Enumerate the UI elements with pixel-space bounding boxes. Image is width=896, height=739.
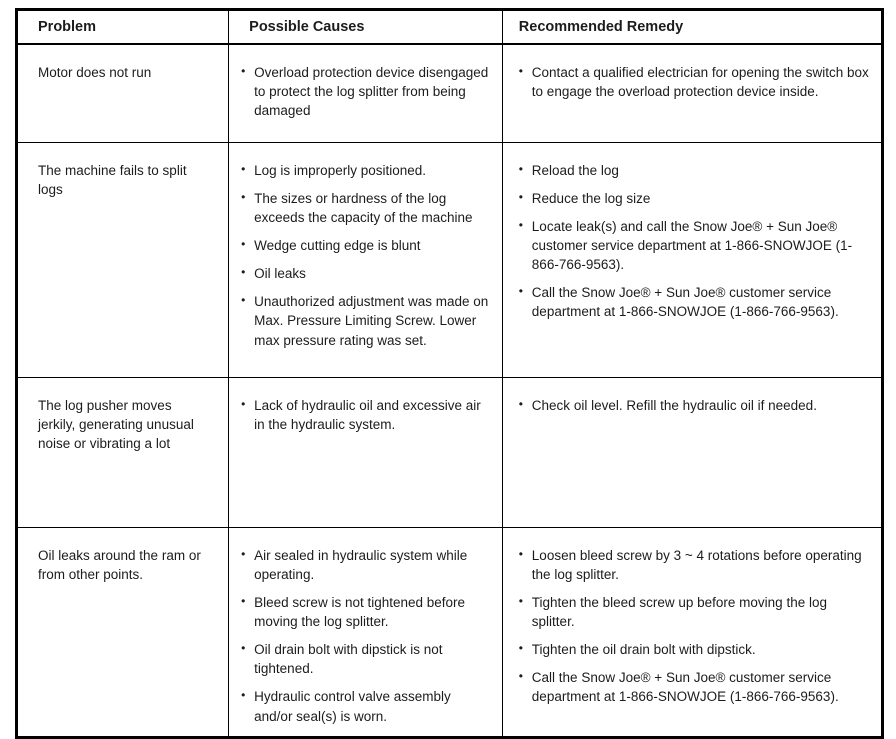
remedy-item: • Check oil level. Refill the hydraulic oil if needed. xyxy=(519,396,871,415)
remedy-cell xyxy=(502,527,882,737)
remedy-item: • Reduce the log size xyxy=(519,189,871,208)
remedies-list xyxy=(519,396,871,415)
table-row xyxy=(17,527,883,737)
cause-item: • Log is improperly positioned. xyxy=(241,161,492,180)
causes-list xyxy=(241,63,492,120)
causes-list xyxy=(241,396,492,434)
table-row xyxy=(17,142,883,377)
remedy-cell xyxy=(502,44,882,142)
header-recommended-remedy: Recommended Remedy xyxy=(502,10,882,45)
cause-item: • The sizes or hardness of the log exceeds the capacity of the machine xyxy=(241,189,492,227)
cause-item: • Oil drain bolt with dipstick is not tightened. xyxy=(241,640,492,678)
header-row xyxy=(17,10,883,45)
causes-cell xyxy=(229,44,503,142)
remedy-item: • Tighten the bleed screw up before moving the log splitter. xyxy=(519,593,871,631)
problem-cell: Motor does not run xyxy=(17,44,229,142)
cause-item: • Unauthorized adjustment was made on Max. Pressure Limiting Screw. Lower max pressure rating was set. xyxy=(241,292,492,349)
remedy-item: • Call the Snow Joe® + Sun Joe® customer service department at 1-866-SNOWJOE (1-866-766-9563). xyxy=(519,668,871,706)
remedy-item: • Tighten the oil drain bolt with dipstick. xyxy=(519,640,871,659)
header-problem: Problem xyxy=(17,10,229,45)
remedy-item: • Contact a qualified electrician for opening the switch box to engage the overload protection device inside. xyxy=(519,63,871,101)
causes-list xyxy=(241,161,492,350)
cause-item: • Oil leaks xyxy=(241,264,492,283)
problem-cell: The machine fails to split logs xyxy=(17,142,229,377)
remedy-cell xyxy=(502,142,882,377)
remedy-cell xyxy=(502,377,882,527)
table-row xyxy=(17,377,883,527)
cause-item: • Air sealed in hydraulic system while operating. xyxy=(241,546,492,584)
header-possible-causes: Possible Causes xyxy=(229,10,503,45)
problem-cell: Oil leaks around the ram or from other points. xyxy=(17,527,229,737)
remedy-item: • Call the Snow Joe® + Sun Joe® customer service department at 1-866-SNOWJOE (1-866-766-9563). xyxy=(519,283,871,321)
cause-item: • Bleed screw is not tightened before moving the log splitter. xyxy=(241,593,492,631)
remedies-list xyxy=(519,63,871,101)
causes-cell xyxy=(229,527,503,737)
problem-cell: The log pusher moves jerkily, generating unusual noise or vibrating a lot xyxy=(17,377,229,527)
cause-item: • Overload protection device disengaged to protect the log splitter from being damaged xyxy=(241,63,492,120)
remedy-item: • Reload the log xyxy=(519,161,871,180)
causes-cell xyxy=(229,142,503,377)
table-row xyxy=(17,44,883,142)
remedy-item: • Locate leak(s) and call the Snow Joe® + Sun Joe® customer service department at 1-866-SNOWJOE (1-866-766-9563). xyxy=(519,217,871,274)
cause-item: • Wedge cutting edge is blunt xyxy=(241,236,492,255)
remedy-item: • Loosen bleed screw by 3 ~ 4 rotations before operating the log splitter. xyxy=(519,546,871,584)
troubleshooting-table xyxy=(15,8,884,739)
cause-item: • Hydraulic control valve assembly and/or seal(s) is worn. xyxy=(241,687,492,725)
remedies-list xyxy=(519,546,871,707)
cause-item: • Lack of hydraulic oil and excessive air in the hydraulic system. xyxy=(241,396,492,434)
causes-list xyxy=(241,546,492,726)
causes-cell xyxy=(229,377,503,527)
remedies-list xyxy=(519,161,871,322)
